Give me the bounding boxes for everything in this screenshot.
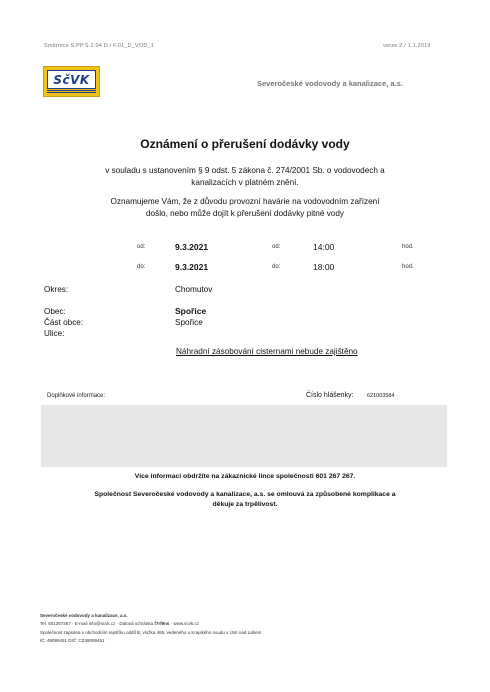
date-to-value: 9.3.2021: [175, 262, 209, 272]
date-from-value: 9.3.2021: [175, 242, 209, 252]
additional-info-box: [41, 405, 447, 467]
notice-line-1: Oznamujeme Vám, že z důvodu provozní havárie na vodovodním zařízení: [110, 197, 380, 206]
footer-ids: IČ: 49099451 DIČ: CZ49099451: [40, 638, 105, 643]
replacement-supply-note: Náhradní zásobování cisternami nebude zajištěno: [176, 347, 358, 356]
cast-obce-label: Část obce:: [44, 318, 84, 327]
date-to-label: do:: [137, 264, 146, 270]
document-version: verze 2 / 1.1.2019: [383, 43, 431, 49]
obec-value: Spořice: [175, 306, 207, 316]
okres-label: Okres:: [44, 285, 69, 294]
footer-registry: Společnost zapsána v obchodním rejstříku oddíl B, vložka 465, vedeného u Krajského soudu v Ústí nad Labem: [40, 630, 262, 635]
intro-line-2: kanalizacích v platném znění.: [191, 178, 299, 187]
apology-line-2: děkuje za trpělivost.: [212, 501, 278, 508]
apology-line-1: Společnost Severočeské vodovody a kanalizace, a.s. se omlouvá za způsobené komplikace a: [94, 491, 396, 498]
more-info-line: Více informací obdržíte na zákaznické lince společnosti 601 267 267.: [134, 473, 356, 480]
time-to-value: 18:00: [313, 262, 335, 272]
logo-text: SčVK: [47, 70, 96, 89]
time-from-unit: hod.: [402, 244, 414, 250]
footer-company: Severočeské vodovody a kanalizace, a.s.: [40, 613, 128, 618]
logo-stripes: [47, 90, 96, 94]
ulice-label: Ulice:: [44, 329, 65, 338]
footer-contact: Tel. 601267267 · E-mail info@scvk.cz · Datová schránka f7rf9ns · www.scvk.cz: [40, 621, 199, 626]
okres-value: Chomutov: [175, 285, 213, 294]
report-number-value: 621003584: [367, 393, 395, 399]
intro-line-1: v souladu s ustanovením § 9 odst. 5 zákona č. 274/2001 Sb. o vodovodech a: [105, 166, 385, 175]
company-logo: [43, 66, 100, 97]
report-number-label: Číslo hlášenky:: [306, 392, 354, 399]
time-to-label: do:: [272, 264, 281, 270]
time-to-unit: hod.: [402, 264, 414, 270]
time-from-label: od:: [272, 244, 281, 250]
company-name: Severočeské vodovody a kanalizace, a.s.: [257, 79, 403, 88]
time-from-value: 14:00: [313, 242, 335, 252]
obec-label: Obec:: [44, 307, 66, 316]
page-title: Oznámení o přerušení dodávky vody: [140, 137, 350, 151]
additional-info-label: Doplňkové informace:: [47, 393, 106, 399]
cast-obce-value: Spořice: [175, 318, 203, 327]
document-code: Směrnice S.PP.S.2.04 D / F.01_D_VOD_1: [44, 43, 155, 49]
notice-line-2: došlo, nebo může dojít k přerušení dodávky pitné vody: [146, 209, 344, 218]
date-from-label: od:: [137, 244, 146, 250]
